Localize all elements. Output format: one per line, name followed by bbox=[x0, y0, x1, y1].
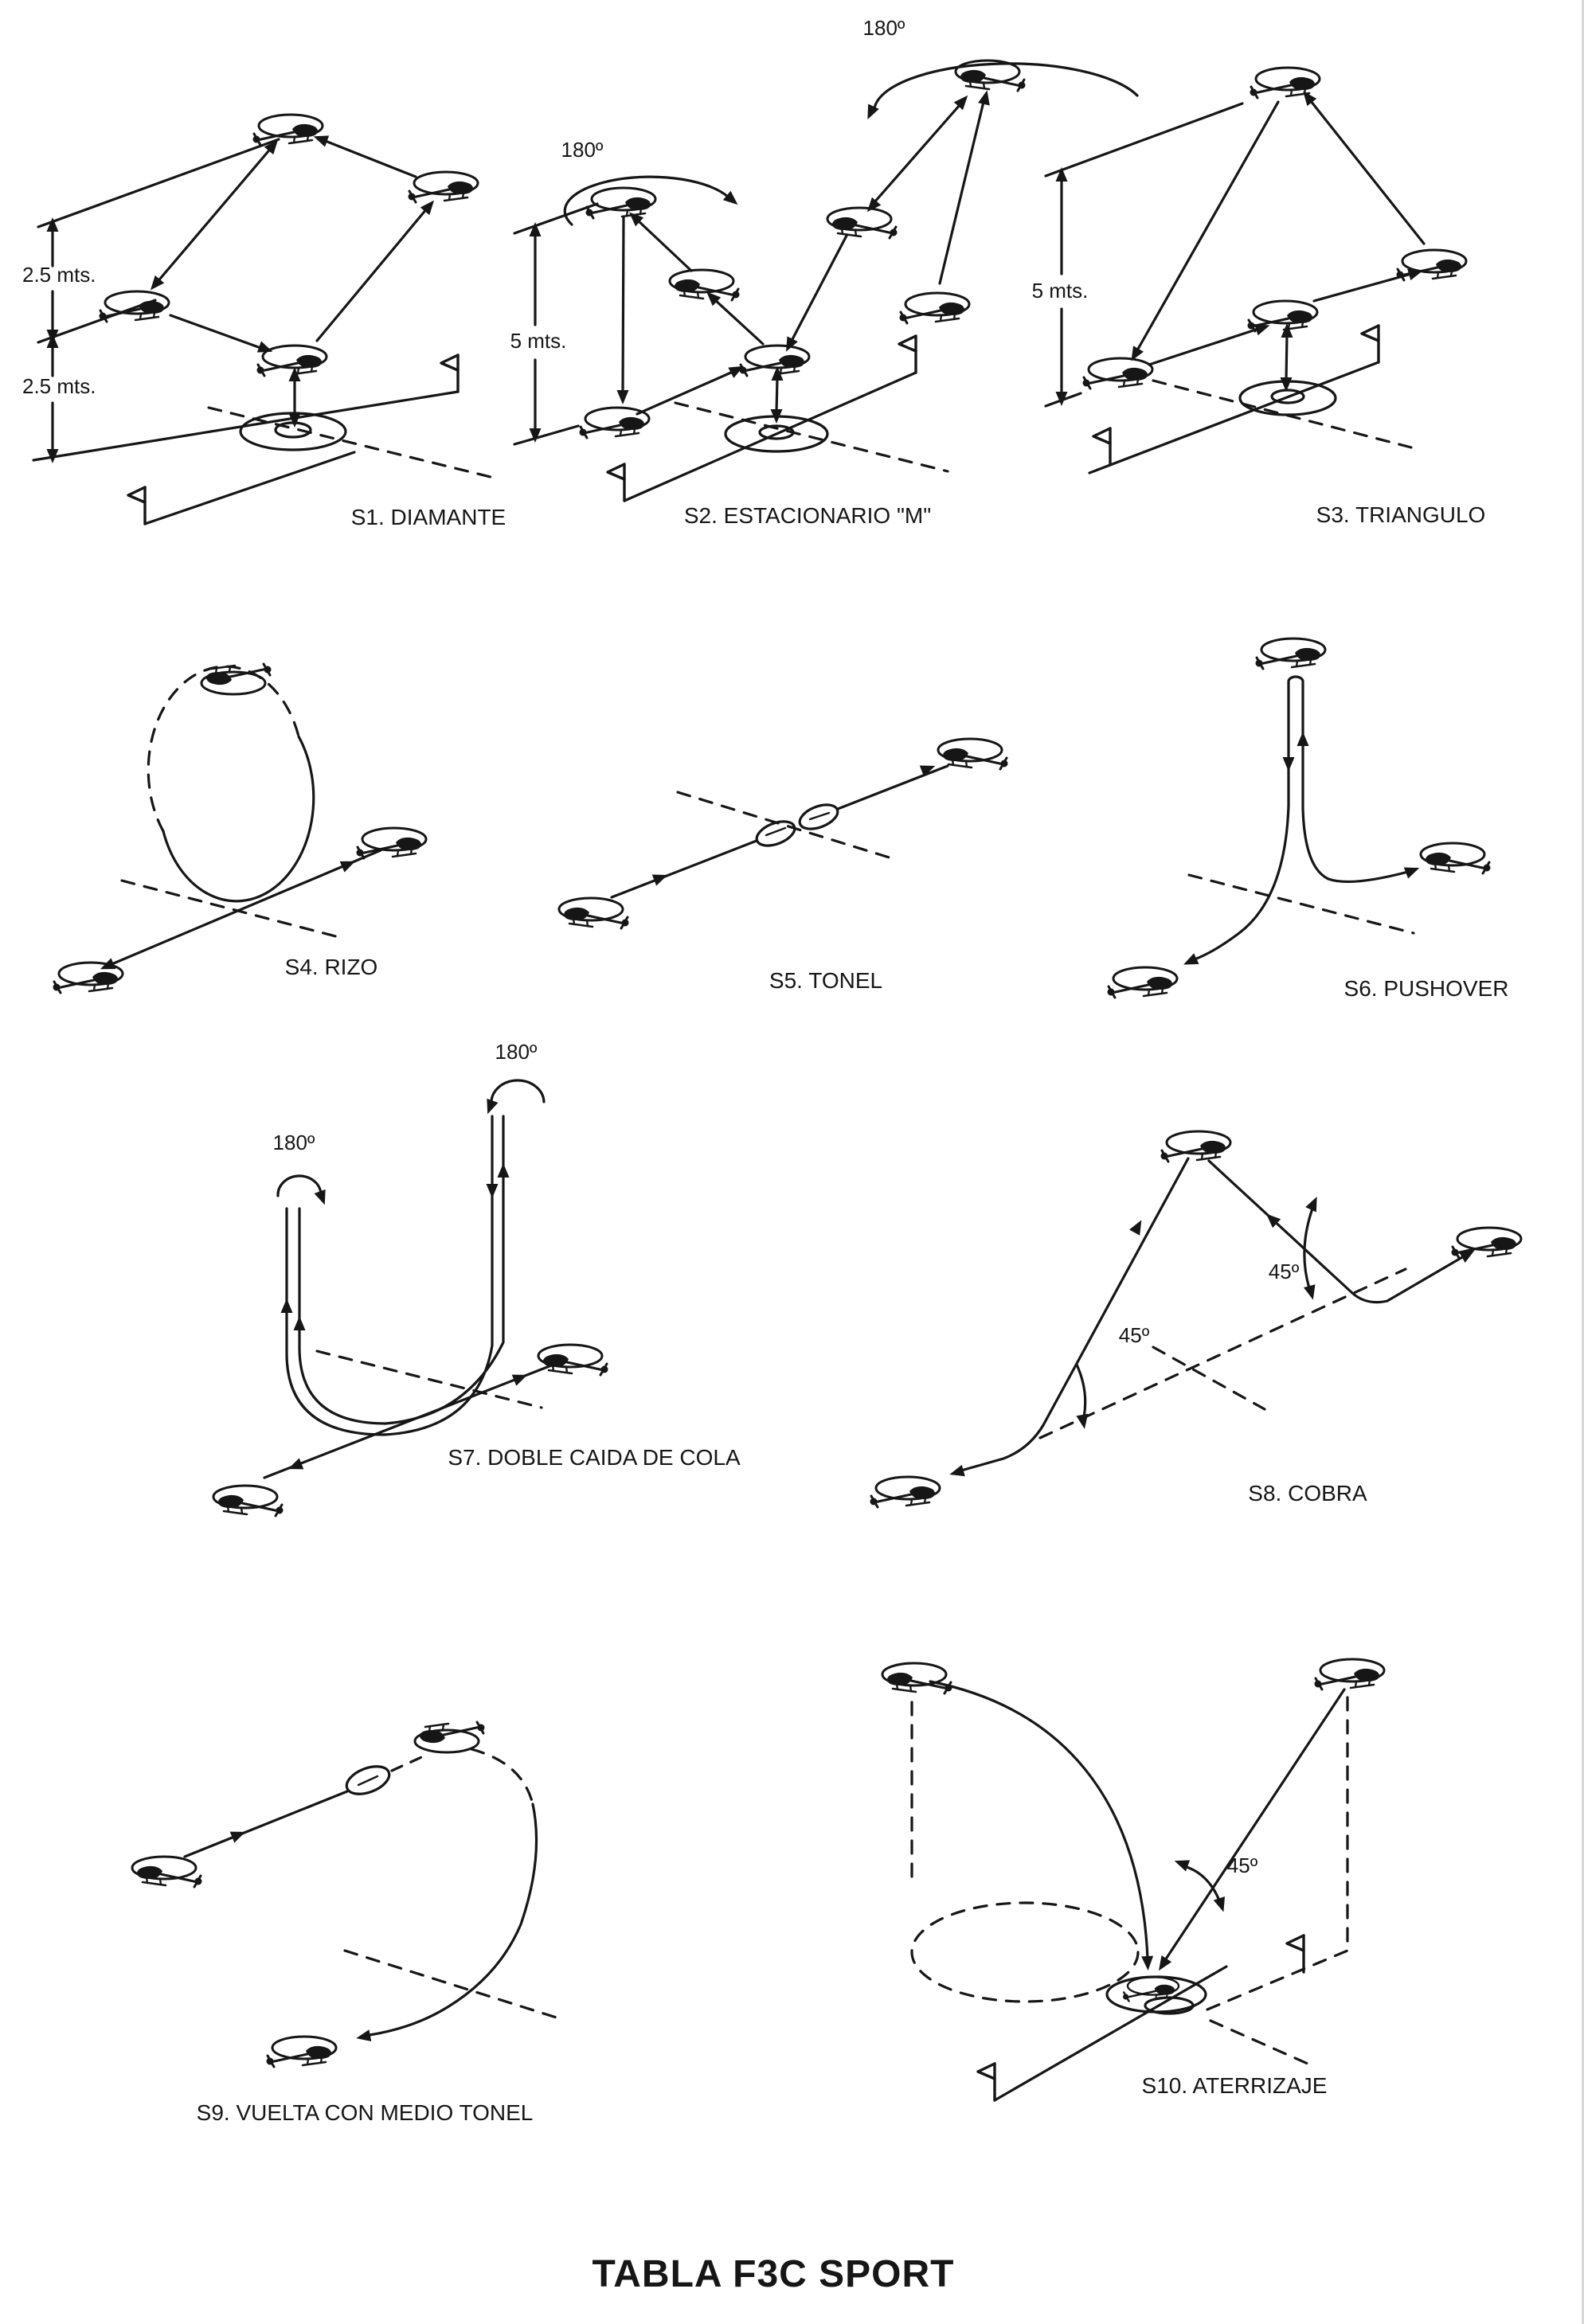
turn-arc-180 bbox=[565, 64, 1137, 225]
helicopter-icon bbox=[1108, 967, 1178, 998]
dimension-label: 5 mts. bbox=[1031, 279, 1089, 303]
roll-symbol bbox=[753, 800, 841, 850]
angle-arc-45 bbox=[1076, 1194, 1322, 1430]
maneuver-title: S2. ESTACIONARIO "M" bbox=[683, 503, 932, 528]
helicopter-icon bbox=[267, 2037, 337, 2067]
ground-line bbox=[145, 452, 354, 524]
angle-label: 45º bbox=[1226, 1853, 1258, 1877]
helicopter-icon bbox=[213, 1486, 284, 1516]
dashed-ground bbox=[1210, 2021, 1308, 2064]
helicopter-icon bbox=[1315, 1659, 1385, 1689]
flag-icon bbox=[128, 487, 145, 524]
helicopter-icon bbox=[670, 270, 740, 300]
dimension-label: 5 mts. bbox=[510, 329, 567, 353]
maneuver-title: S7. DOBLE CAIDA DE COLA bbox=[448, 1445, 741, 1470]
helicopter-icon bbox=[900, 293, 970, 323]
entry-path bbox=[1303, 808, 1408, 881]
maneuver-title: S6. PUSHOVER bbox=[1343, 976, 1509, 1001]
dimension-25m bbox=[47, 217, 59, 463]
height-line-top bbox=[1046, 104, 1242, 176]
descent-line bbox=[1165, 1689, 1344, 1960]
turn-path bbox=[370, 1804, 537, 2035]
maneuver-s7-doble-caida bbox=[213, 1040, 741, 1516]
helicopter-icon bbox=[538, 1345, 608, 1375]
climb-path bbox=[961, 1158, 1188, 1471]
helicopter-icon bbox=[1256, 639, 1326, 669]
flag-icon bbox=[1093, 428, 1110, 465]
flight-path bbox=[110, 850, 381, 965]
dashed-axis bbox=[1189, 875, 1414, 933]
dimension-label: 2.5 mts. bbox=[22, 263, 96, 287]
turn-label: 180º bbox=[862, 16, 905, 40]
flag-icon bbox=[978, 2064, 995, 2100]
maneuver-s8-cobra bbox=[870, 1131, 1522, 1507]
maneuver-s2-estacionario-m bbox=[510, 16, 1137, 528]
height-line-top bbox=[514, 204, 597, 233]
maneuver-s6-pushover bbox=[1108, 639, 1509, 1001]
exit-path bbox=[1195, 806, 1289, 959]
turn-label: 180º bbox=[561, 138, 604, 162]
maneuver-title: S4. RIZO bbox=[284, 955, 378, 979]
loop-path-dashed bbox=[148, 666, 299, 831]
maneuver-title: S8. COBRA bbox=[1248, 1481, 1367, 1506]
helicopter-icon bbox=[409, 172, 479, 202]
maneuver-title: S3. TRIANGULO bbox=[1316, 502, 1486, 527]
dashed-axis bbox=[122, 881, 345, 939]
maneuver-s9-vuelta bbox=[132, 1722, 564, 2125]
height-line-bottom bbox=[514, 426, 578, 444]
dimension-label: 2.5 mts. bbox=[22, 374, 96, 398]
ground-line bbox=[33, 392, 458, 460]
maneuver-s4-rizo bbox=[53, 664, 427, 993]
helicopter-icon bbox=[1123, 1977, 1179, 2001]
maneuver-s5-tonel bbox=[559, 739, 1008, 993]
helicopter-icon bbox=[740, 346, 810, 376]
landing-pad-center bbox=[276, 423, 311, 437]
maneuver-s1-diamante bbox=[22, 115, 506, 529]
helicopter-icon-inverted bbox=[415, 1722, 485, 1752]
turn-label: 180º bbox=[272, 1131, 315, 1154]
helicopter-icon bbox=[253, 115, 323, 145]
turn-path-dashed bbox=[471, 1749, 533, 1804]
flag-icon bbox=[1287, 1935, 1304, 1972]
helicopter-icon bbox=[870, 1477, 941, 1507]
dashed-axis bbox=[678, 792, 894, 859]
maneuver-s10-aterrizaje bbox=[882, 1659, 1384, 2100]
u-path-inner bbox=[299, 1116, 503, 1424]
helicopter-icon bbox=[1083, 358, 1153, 389]
dashed-axis bbox=[345, 1951, 564, 2020]
flag-icon bbox=[899, 336, 916, 373]
helicopter-icon bbox=[1161, 1131, 1231, 1162]
flag-icon bbox=[441, 355, 458, 392]
dashed-axis bbox=[1040, 1269, 1406, 1438]
descent-path bbox=[1209, 1161, 1464, 1303]
helicopter-icon bbox=[257, 346, 327, 376]
helicopter-icon bbox=[882, 1663, 952, 1693]
flight-arrows bbox=[617, 89, 993, 424]
angle-label: 45º bbox=[1268, 1260, 1300, 1283]
entry-path bbox=[185, 1791, 347, 1857]
dashed-axis bbox=[317, 1351, 542, 1408]
ground-line bbox=[624, 373, 916, 501]
angle-label: 45º bbox=[1118, 1323, 1150, 1347]
flag-icon bbox=[1362, 326, 1379, 362]
helicopter-icon bbox=[1421, 843, 1491, 873]
helicopter-icon bbox=[559, 898, 629, 928]
maneuver-title: S5. TONEL bbox=[769, 968, 883, 993]
helicopter-icon bbox=[357, 828, 427, 858]
flag-icon bbox=[608, 464, 624, 501]
half-roll-symbol bbox=[342, 1761, 393, 1799]
loop-path bbox=[163, 736, 314, 901]
turn-label: 180º bbox=[495, 1040, 538, 1064]
helicopter-icon bbox=[132, 1857, 202, 1887]
sheet-title: TABLA F3C SPORT bbox=[592, 2253, 955, 2295]
maneuver-s3-triangulo bbox=[1032, 68, 1486, 527]
dashed-ground-circle bbox=[912, 1903, 1138, 2002]
descent-curve bbox=[930, 1681, 1148, 1959]
maneuver-title: S9. VUELTA CON MEDIO TONEL bbox=[196, 2100, 534, 2125]
helicopter-icon bbox=[938, 739, 1008, 769]
dashed-ground bbox=[1207, 1951, 1347, 2010]
maneuver-title: S10. ATERRIZAJE bbox=[1141, 2073, 1328, 2098]
helicopter-icon bbox=[827, 208, 898, 238]
helicopter-icon bbox=[1250, 68, 1320, 98]
flight-arrows bbox=[146, 131, 439, 428]
dashed-path bbox=[392, 1755, 427, 1771]
maneuver-title: S1. DIAMANTE bbox=[350, 505, 506, 529]
